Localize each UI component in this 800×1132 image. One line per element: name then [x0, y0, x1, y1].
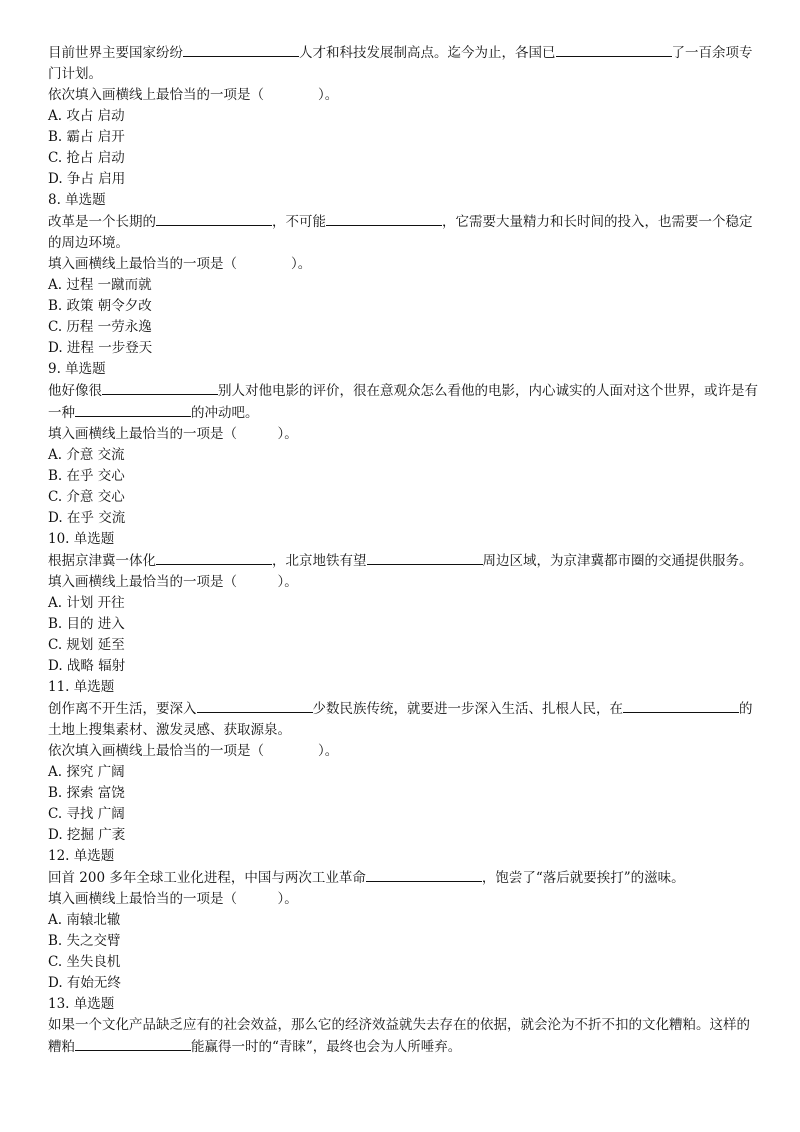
option-a[interactable]: A. 过程 一蹴而就: [48, 277, 152, 293]
question-stem: [48, 867, 760, 889]
stem-text: 的冲动吧。: [191, 405, 259, 421]
option-b[interactable]: B. 探索 富饶: [48, 785, 125, 801]
option-b[interactable]: B. 霸占 启开: [48, 129, 125, 145]
option-b[interactable]: B. 在乎 交心: [48, 468, 125, 484]
question-header: 12. 单选题: [48, 848, 115, 864]
fill-blank: [75, 1036, 191, 1051]
question-11: [48, 677, 760, 846]
stem-text: ，它需要大量精力和长时间的投入，也需要一个稳定的周边环境。: [48, 214, 753, 251]
question-stem: [48, 698, 760, 741]
option-b[interactable]: B. 目的 进入: [48, 616, 125, 632]
fill-blank: [367, 550, 483, 565]
option-b[interactable]: B. 政策 朝令夕改: [48, 298, 152, 314]
fill-blank: [623, 698, 739, 713]
question-10: [48, 529, 760, 677]
option-c[interactable]: C. 历程 一劳永逸: [48, 319, 152, 335]
question-prompt: 填入画横线上最恰当的一项是（ ）。: [48, 891, 298, 907]
question-header: 10. 单选题: [48, 531, 115, 547]
option-d[interactable]: D. 进程 一步登天: [48, 340, 153, 356]
question-prompt: 填入画横线上最恰当的一项是（ ）。: [48, 574, 298, 590]
question-stem: [48, 550, 760, 572]
question-prompt: 填入画横线上最恰当的一项是（ ）。: [48, 426, 298, 442]
option-d[interactable]: D. 在乎 交流: [48, 510, 126, 526]
option-a[interactable]: A. 攻占 启动: [48, 108, 125, 124]
option-c[interactable]: C. 规划 延至: [48, 637, 125, 653]
stem-text: 能赢得一时的“青睐”，最终也会为人所唾弃。: [191, 1039, 462, 1055]
question-prompt: 依次填入画横线上最恰当的一项是（ ）。: [48, 743, 339, 759]
question-stem: [48, 42, 760, 85]
option-a[interactable]: A. 探究 广阔: [48, 764, 125, 780]
question-stem: [48, 1015, 760, 1058]
option-d[interactable]: D. 有始无终: [48, 975, 121, 991]
stem-text: 少数民族传统，就要进一步深入生活、扎根人民，在: [312, 701, 623, 717]
fill-blank: [102, 380, 218, 395]
question-9: [48, 359, 760, 529]
fill-blank: [183, 42, 299, 57]
option-a[interactable]: A. 南辕北辙: [48, 912, 121, 928]
fill-blank: [75, 402, 191, 417]
option-c[interactable]: C. 抢占 启动: [48, 150, 125, 166]
question-8: [48, 190, 760, 359]
fill-blank: [366, 867, 482, 882]
option-c[interactable]: C. 介意 交心: [48, 489, 125, 505]
question-stem: [48, 380, 760, 424]
stem-text: 改革是一个长期的: [48, 214, 156, 230]
question-header: 8. 单选题: [48, 192, 106, 208]
option-a[interactable]: A. 介意 交流: [48, 447, 125, 463]
stem-text: 创作离不开生活，要深入: [48, 701, 197, 717]
stem-text: 人才和科技发展制高点。迄今为止，各国已: [299, 45, 556, 61]
exam-page: [48, 42, 760, 1058]
stem-text: ，北京地铁有望: [272, 553, 367, 569]
fill-blank: [156, 211, 272, 226]
question-header: 9. 单选题: [48, 361, 106, 377]
option-a[interactable]: A. 计划 开往: [48, 595, 125, 611]
stem-text: 根据京津冀一体化: [48, 553, 156, 569]
question-prompt: 依次填入画横线上最恰当的一项是（ ）。: [48, 87, 339, 103]
stem-text: 了一百余项专门计划。: [48, 45, 753, 82]
stem-text: ，饱尝了“落后就要挨打”的滋味。: [481, 870, 685, 886]
question-13: [48, 994, 760, 1058]
fill-blank: [197, 698, 313, 713]
stem-text: 回首 200 多年全球工业化进程，中国与两次工业革命: [48, 870, 366, 886]
option-d[interactable]: D. 挖掘 广袤: [48, 827, 126, 843]
stem-text: 他好像很: [48, 383, 102, 399]
stem-text: 目前世界主要国家纷纷: [48, 45, 183, 61]
fill-blank: [556, 42, 672, 57]
option-b[interactable]: B. 失之交臂: [48, 933, 121, 949]
stem-text: 的土地上搜集素材、激发灵感、获取源泉。: [48, 701, 753, 738]
question-7: [48, 42, 760, 190]
question-12: [48, 846, 760, 994]
question-header: 11. 单选题: [48, 679, 115, 695]
stem-text: 别人对他电影的评价，很在意观众怎么看他的电影，内心诚实的人面对这个世界，或许是有一种: [48, 383, 758, 421]
option-c[interactable]: C. 坐失良机: [48, 954, 121, 970]
stem-text: 如果一个文化产品缺乏应有的社会效益，那么它的经济效益就失去存在的依据，就会沦为不折不扣的文化糟粕。这样的糟粕: [48, 1017, 750, 1055]
option-d[interactable]: D. 战略 辐射: [48, 658, 126, 674]
question-stem: [48, 211, 760, 254]
question-prompt: 填入画横线上最恰当的一项是（ ）。: [48, 256, 312, 272]
question-header: 13. 单选题: [48, 996, 115, 1012]
stem-text: ，不可能: [272, 214, 326, 230]
stem-text: 周边区域，为京津冀都市圈的交通提供服务。: [482, 553, 753, 569]
fill-blank: [156, 550, 272, 565]
option-c[interactable]: C. 寻找 广阔: [48, 806, 125, 822]
option-d[interactable]: D. 争占 启用: [48, 171, 126, 187]
fill-blank: [326, 211, 442, 226]
